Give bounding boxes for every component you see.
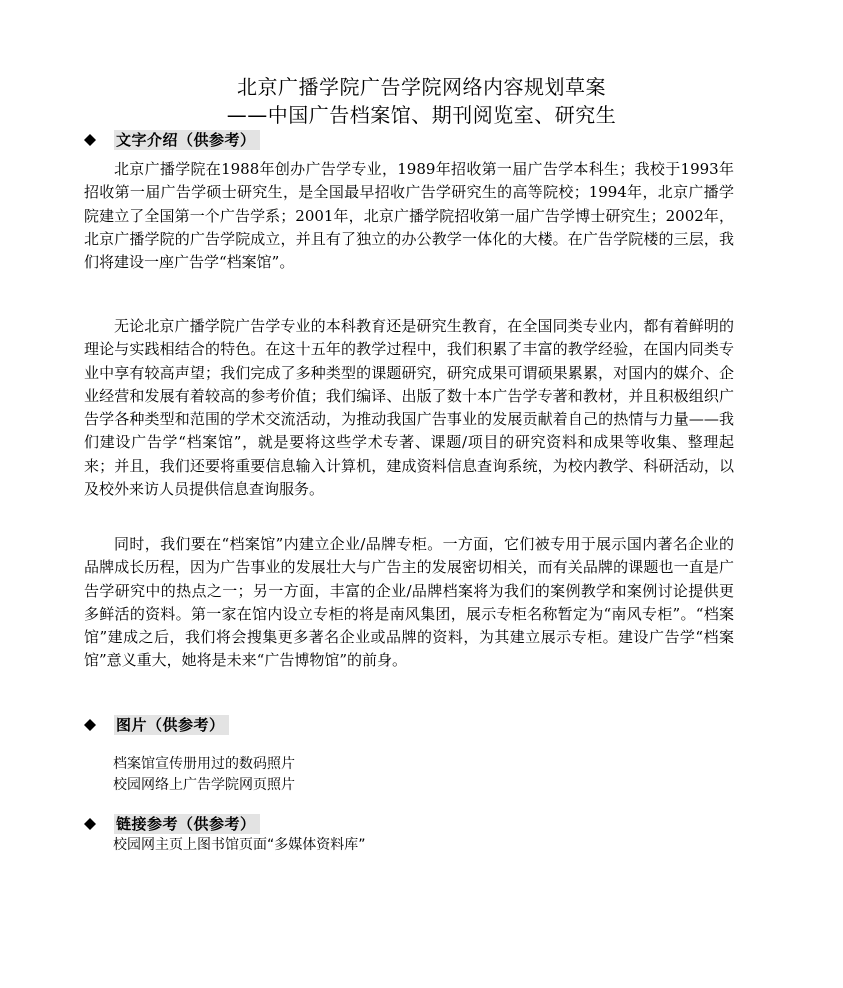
section-heading-links [84, 813, 260, 835]
pictures-list [113, 754, 295, 796]
paragraph-teaching-research: 无论北京广播学院广告学专业的本科教育还是研究生教育，在全国同类专业内，都有着鲜明的理论与实践相结合的特色。在这十五年的教学过程中，我们积累了丰富的教学经验，在国内同类专业中享有较高声望；我们完成了多种类型的课题研究，研究成果可谓硕果累累，对国内的媒介、企业经营和发展有着较高的参考价值；我们编译、出版了数十本广告学专著和教材，并且积极组织广告学各种类型和范围的学术交流活动，为推动我国广告事业的发展贡献着自己的热情与力量——我们建设广告学“档案馆”，就是要将这些学术专著、课题/项目的研究资料和成果等收集、整理起来；并且，我们还要将重要信息输入计算机，建成资料信息查询系统，为校内教学、科研活动，以及校外来访人员提供信息查询服务。 [84, 317, 734, 499]
list-item: 校园网主页上图书馆页面“多媒体资料库” [113, 837, 366, 853]
section-heading-label: 文字介绍（供参考） [114, 130, 260, 150]
links-list [113, 835, 366, 856]
paragraph-brand-cabinets: 同时，我们要在“档案馆”内建立企业/品牌专柜。一方面，它们被专用于展示国内著名企业的品牌成长历程，因为广告事业的发展壮大与广告主的发展密切相关，而有关品牌的课题也一直是广告学研究中的热点之一；另一方面，丰富的企业/品牌档案将为我们的案例教学和案例讨论提供更多鲜活的资料。第一家在馆内设立专柜的将是南风集团，展示专柜名称暂定为“南风专柜”。“档案馆”建成之后，我们将会搜集更多著名企业或品牌的资料，为其建立展示专柜。建设广告学“档案馆”意义重大，她将是未来“广告博物馆”的前身。 [84, 535, 734, 670]
document-subtitle: ——中国广告档案馆、期刊阅览室、研究生 [226, 103, 617, 127]
list-item: 校园网络上广告学院网页照片 [113, 777, 295, 793]
section-heading-text-intro [84, 129, 260, 151]
section-heading-label: 图片（供参考） [114, 715, 229, 735]
document-title: 北京广播学院广告学院网络内容规划草案 [237, 75, 606, 99]
section-heading-label: 链接参考（供参考） [114, 814, 260, 834]
diamond-bullet-icon [84, 719, 96, 731]
paragraph-founding-history: 北京广播学院在1988年创办广告学专业，1989年招收第一届广告学本科生；我校于1993年招收第一届广告学硕士研究生，是全国最早招收广告学研究生的高等院校；1994年，北京广播学院建立了全国第一个广告学系；2001年，北京广播学院招收第一届广告学博士研究生；2002年，北京广播学院的广告学院成立，并且有了独立的办公教学一体化的大楼。在广告学院楼的三层，我们将建设一座广告学“档案馆”。 [84, 160, 734, 272]
diamond-bullet-icon [84, 134, 96, 146]
list-item: 档案馆宣传册用过的数码照片 [113, 756, 295, 772]
diamond-bullet-icon [84, 818, 96, 830]
section-heading-pictures [84, 714, 229, 736]
